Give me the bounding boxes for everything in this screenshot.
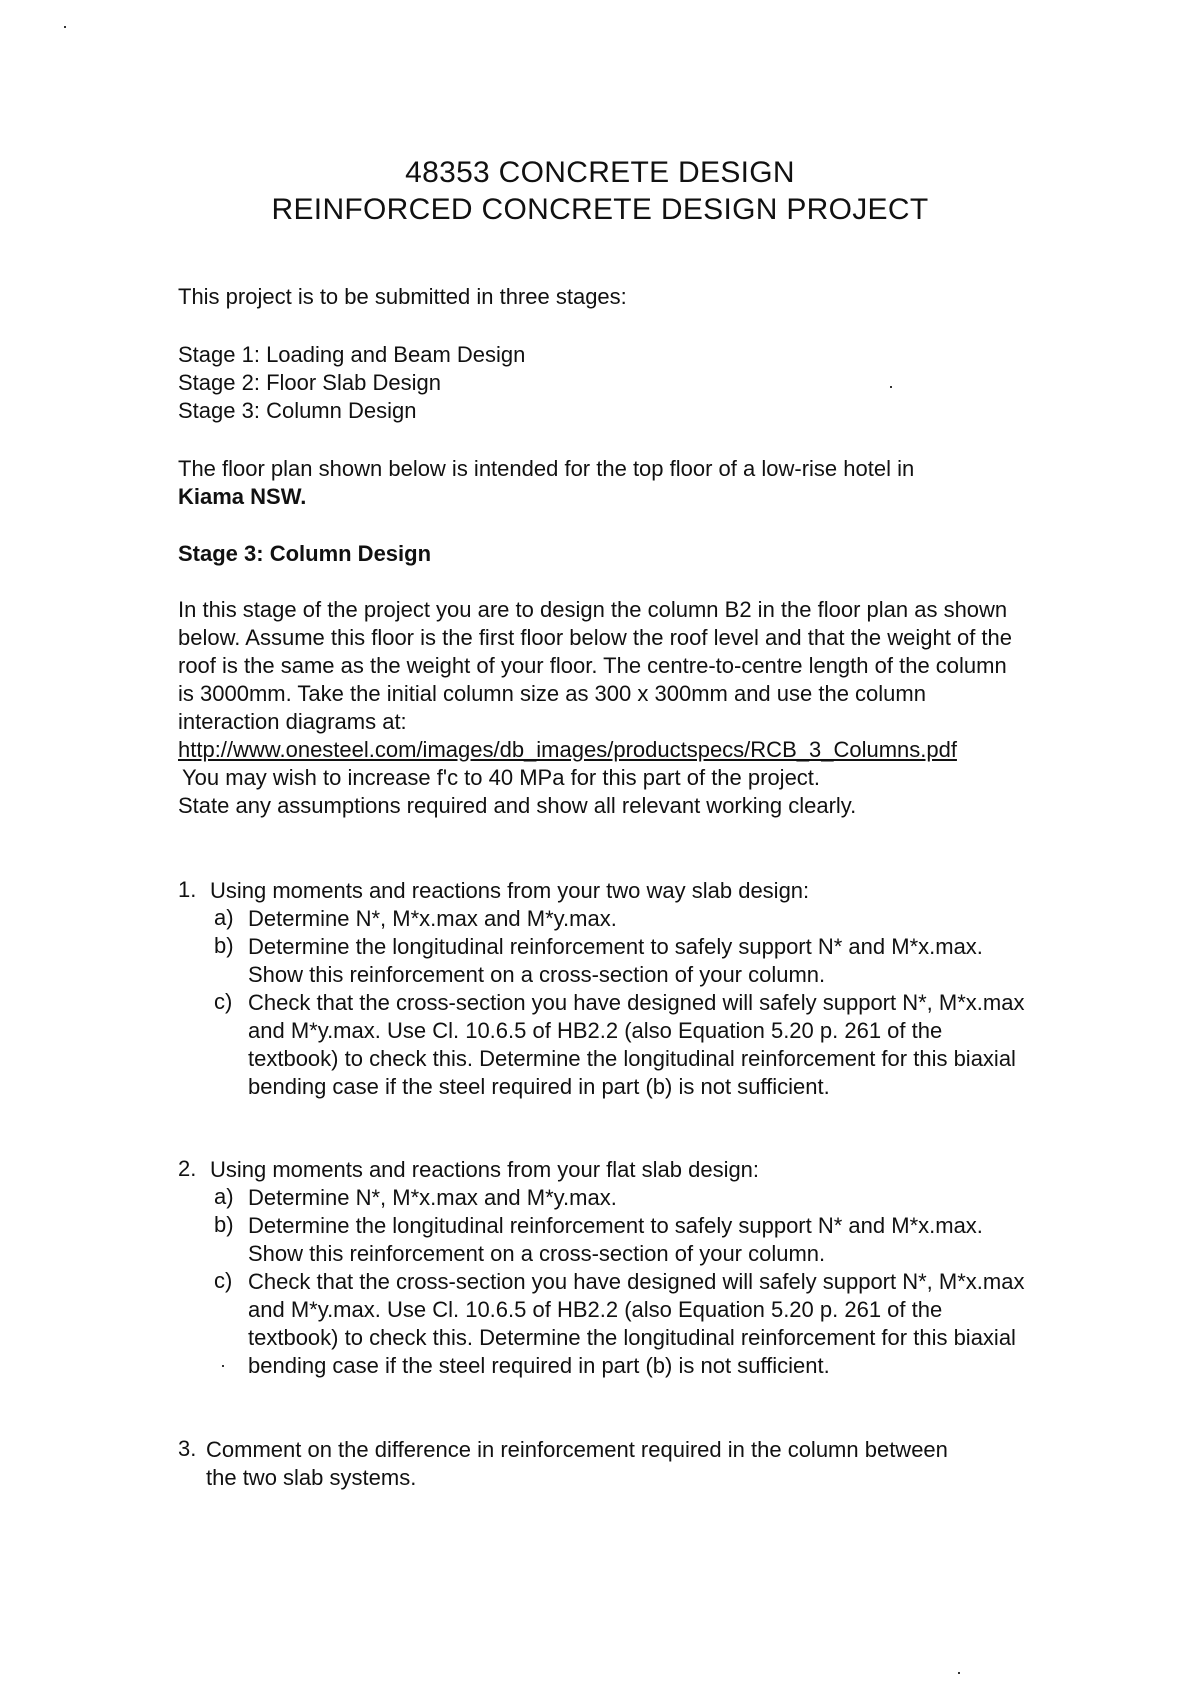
scan-speck (958, 1672, 960, 1674)
question-1b-text: Determine the longitudinal reinforcement to safely support N* and M*x.max. Show this reinforcement on a cross-section of your column. (248, 934, 983, 987)
project-title: REINFORCED CONCRETE DESIGN PROJECT (271, 193, 929, 226)
stage3-heading: Stage 3: Column Design (178, 541, 432, 566)
question-2b-letter: b) (214, 1212, 234, 1237)
question-2a-text: Determine N*, M*x.max and M*y.max. (248, 1185, 617, 1210)
question-2a-letter: a) (214, 1184, 234, 1209)
question-3-text: Comment on the difference in reinforcement required in the column between the two slab systems. (206, 1437, 948, 1490)
stage-2-line: Stage 2: Floor Slab Design (178, 370, 441, 395)
question-2c-text: Check that the cross-section you have designed will safely support N*, M*x.max and M*y.max. Use Cl. 10.6.5 of HB2.2 (also Equation 5.20 p. 261 of the textbook) to check this. Determine the longitudinal reinforcement for this biaxial bending case if the steel required in part (b) is not sufficient. (248, 1269, 1025, 1378)
question-1c-letter: c) (214, 989, 233, 1014)
question-2b-text: Determine the longitudinal reinforcement to safely support N* and M*x.max. Show this reinforcement on a cross-section of your column. (248, 1213, 983, 1266)
question-1-number: 1. (178, 877, 197, 902)
submission-text: This project is to be submitted in three stages: (178, 284, 627, 309)
stage3-note-2: State any assumptions required and show all relevant working clearly. (178, 793, 857, 818)
question-3-number: 3. (178, 1436, 197, 1461)
course-title: 48353 CONCRETE DESIGN (405, 156, 795, 189)
question-1-text: Using moments and reactions from your two way slab design: (210, 878, 810, 903)
question-2c-letter: c) (214, 1268, 233, 1293)
question-2-text: Using moments and reactions from your flat slab design: (210, 1157, 760, 1182)
stage3-body: In this stage of the project you are to design the column B2 in the floor plan as shown below. Assume this floor is the first floor below the roof level and that the weight of the roof is the same as the weight of your floor. The centre-to-centre length of the column is 3000mm. Take the initial column size as 300 x 300mm and use the column interaction diagrams at: (178, 597, 1013, 734)
question-1a-letter: a) (214, 905, 234, 930)
question-1b-letter: b) (214, 933, 234, 958)
question-1c-text: Check that the cross-section you have designed will safely support N*, M*x.max and M*y.max. Use Cl. 10.6.5 of HB2.2 (also Equation 5.20 p. 261 of the textbook) to check this. Determine the longitudinal reinforcement for this biaxial bending case if the steel required in part (b) is not sufficient. (248, 990, 1025, 1099)
stage-1-line: Stage 1: Loading and Beam Design (178, 342, 526, 367)
stage3-body-block (178, 596, 1028, 820)
scan-speck (222, 1365, 224, 1367)
location-text: Kiama NSW. (178, 484, 307, 509)
scan-speck (890, 386, 892, 388)
scan-speck (64, 26, 66, 28)
stage-3-line: Stage 3: Column Design (178, 398, 417, 423)
question-2-number: 2. (178, 1156, 197, 1181)
floor-plan-text: The floor plan shown below is intended for the top floor of a low-rise hotel in (178, 456, 915, 481)
stage3-note-1: You may wish to increase f'c to 40 MPa for this part of the project. (182, 765, 821, 790)
column-diagrams-link[interactable]: http://www.onesteel.com/images/db_images/productspecs/RCB_3_Columns.pdf (178, 737, 957, 762)
question-1a-text: Determine N*, M*x.max and M*y.max. (248, 906, 617, 931)
